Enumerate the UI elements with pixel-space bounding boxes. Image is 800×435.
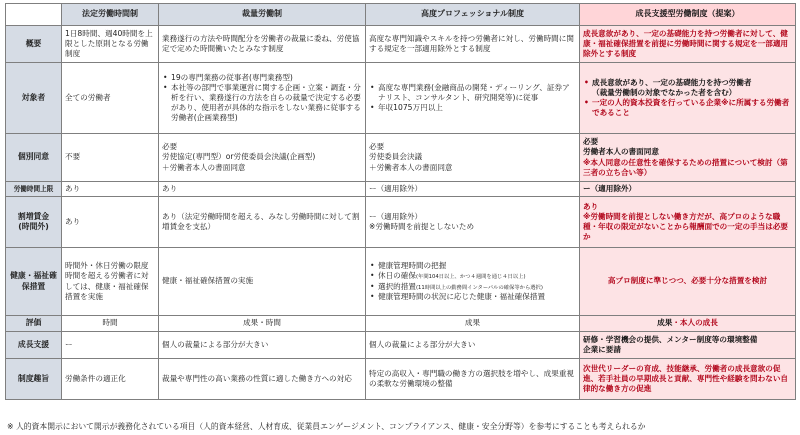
row-evaluation: [6, 316, 796, 332]
consent-discretionary-l3: ＋労働者本人の書面同意: [162, 162, 246, 172]
purpose-proposal: 次世代リーダーの育成、技能継承、労働者の成長意欲の促進、若手社員の早期成長と貢献、専門性や経験を問わない自律的な働き方の促進: [580, 359, 796, 400]
consent-proposal-l3: ※本人同意の任意性を確保するための措置について検討（第三者の立ち合い等）: [583, 157, 788, 177]
header-statutory-hours: 法定労働時間制: [62, 4, 159, 26]
hour-limit-high-pro: ー（適用除外）: [366, 182, 580, 197]
consent-discretionary-l2: 労使協定(専門型）or労使委員会決議(企画型): [162, 152, 316, 162]
evaluation-proposal-a: 成果: [657, 318, 673, 328]
premium-label-l1: 割増賃金: [17, 211, 50, 221]
health-high-pro-holiday-note: (年間104日以上、かつ４週間を通じ４日以上): [415, 274, 526, 281]
header-corner: [6, 4, 62, 26]
row-label-consent: 個別同意: [6, 134, 62, 182]
consent-proposal-l1: 必要: [583, 137, 599, 147]
row-label-evaluation: 評価: [6, 316, 62, 332]
hour-limit-proposal: ー（適用除外）: [580, 182, 796, 197]
health-high-pro-selective-note: (11時間以上の勤務間インターバルの確保等から選択): [415, 284, 543, 291]
row-purpose: [6, 359, 796, 400]
header-discretionary-work: 裁量労働制: [159, 4, 366, 26]
premium-high-pro-l2: ※労働時間を前提としないため: [369, 222, 475, 231]
consent-discretionary-l1: 必要: [162, 142, 178, 152]
overview-discretionary: 業務遂行の方法や時間配分を労働者の裁量に委ね、労使協定で定めた時間働いたとみなす制度: [159, 26, 366, 63]
list-item: [583, 78, 792, 98]
growth-discretionary: 個人の裁量による部分が大きい: [159, 332, 366, 359]
consent-high-pro-l2: 労使委員会決議: [369, 152, 423, 162]
health-high-pro: [366, 248, 580, 316]
purpose-high-pro: 特定の高収入・専門職の働き方の選択肢を増やし、成果重視の柔軟な労働環境の整備: [366, 359, 580, 400]
row-growth: [6, 332, 796, 359]
header-high-pro: 高度プロフェッショナル制度: [366, 4, 580, 26]
row-target: [6, 63, 796, 134]
evaluation-high-pro: 成果: [366, 316, 580, 332]
premium-high-pro-l1: ー（適用除外）: [369, 211, 423, 221]
health-high-pro-holiday: 休日の確保: [378, 271, 416, 281]
comparison-table: [5, 3, 796, 400]
list-item: • 一定の人的資本投資を行っている企業※に所属する労働者であること: [583, 98, 792, 118]
header-row: [6, 4, 796, 26]
row-label-hour-limit: 労働時間上限: [6, 182, 62, 197]
row-hour-limit: [6, 182, 796, 197]
list-item: • 本社等の部門で事業運営に関する企画・立案・調査・分析を行い、業務遂行の方法を自らの裁量で決定する必要があり、使用者が具体的な指示をしない業務に従事する労働者(企画業務型): [162, 83, 362, 123]
evaluation-proposal: [580, 316, 796, 332]
purpose-statutory: 労働条件の適正化: [62, 359, 159, 400]
growth-statutory: ー: [62, 332, 159, 359]
list-item: • 健康管理時間の状況に応じた健康・福祉確保措置: [369, 292, 576, 302]
row-overview: [6, 26, 796, 63]
row-label-health: 健康・福祉確保措置: [6, 248, 62, 316]
evaluation-statutory: 時間: [62, 316, 159, 332]
row-consent: [6, 134, 796, 182]
target-discretionary: [159, 63, 366, 134]
row-label-target: 対象者: [6, 63, 62, 134]
health-high-pro-selective: 選択的措置: [378, 281, 416, 291]
growth-high-pro: 個人の裁量による部分が大きい: [366, 332, 580, 359]
consent-high-pro-l1: 必要: [369, 142, 385, 152]
overview-statutory: 1日8時間、週40時間を上限とした原則となる労働制度: [62, 26, 159, 63]
list-item: • 高度な専門業務(金融商品の開発・ディーリング、証券アナリスト、コンサルタント、研究開発等)に従事: [369, 83, 576, 103]
list-item: [369, 282, 576, 292]
premium-high-pro: [366, 197, 580, 248]
premium-proposal-l2: ※労働時間を前提としない働き方だが、高プロのような職種・年収の限定がないことから報酬面での一定の手当は必要か: [583, 211, 789, 242]
premium-proposal: [580, 197, 796, 248]
target-proposal: [580, 63, 796, 134]
row-health: [6, 248, 796, 316]
row-label-premium: [6, 197, 62, 248]
hour-limit-discretionary: あり: [159, 182, 366, 197]
header-growth-support-proposal: 成長支援型労働制度（提案）: [580, 4, 796, 26]
row-label-overview: 概要: [6, 26, 62, 63]
purpose-discretionary: 裁量や専門性の高い業務の性質に適した働き方への対応: [159, 359, 366, 400]
premium-discretionary: あり（法定労働時間を超える、みなし労働時間に対して割増賃金を支払）: [159, 197, 366, 248]
footnote: ※ 人的資本開示において開示が義務化されている項目（人的資本経営、人材育成、従業員エンゲージメント、コンプライアンス、健康・安全分野等）を参考にすることも考えられるか: [7, 422, 646, 431]
consent-proposal: [580, 134, 796, 182]
target-proposal-note: （裁量労働制の対象でなかった者を含む）: [592, 87, 737, 97]
target-statutory: 全ての労働者: [62, 63, 159, 134]
premium-label-l2: (時間外): [18, 222, 49, 231]
premium-proposal-l1: あり: [583, 201, 599, 211]
premium-statutory: あり: [62, 197, 159, 248]
list-item: • 19の専門業務の従事者(専門業務型): [162, 73, 362, 83]
target-high-pro: [366, 63, 580, 134]
consent-high-pro: [366, 134, 580, 182]
list-item: [369, 271, 576, 281]
health-discretionary: 健康・福祉確保措置の実施: [159, 248, 366, 316]
overview-high-pro: 高度な専門知識やスキルを持つ労働者に対し、労働時間に関する規定を一部適用除外とする制度: [366, 26, 580, 63]
growth-proposal-l2: 企業に要請: [583, 345, 621, 354]
list-item: • 健康管理時間の把握: [369, 261, 576, 271]
evaluation-proposal-b: ・本人の成長: [672, 318, 718, 328]
row-premium: [6, 197, 796, 248]
hour-limit-statutory: あり: [62, 182, 159, 197]
growth-proposal-l1: 研修・学習機会の提供、メンター制度等の環境整備: [583, 334, 758, 344]
list-item: • 年収1075万円以上: [369, 103, 576, 113]
consent-proposal-l2: 労働者本人の書面同意: [583, 147, 659, 157]
evaluation-discretionary: 成果・時間: [159, 316, 366, 332]
row-label-purpose: 制度趣旨: [6, 359, 62, 400]
health-proposal: 高プロ制度に準じつつ、必要十分な措置を検討: [580, 248, 796, 316]
overview-proposal: 成長意欲があり、一定の基礎能力を持つ労働者に対して、健康・福祉確保措置を前提に労働時間に関する規定を一部適用除外とする制度: [580, 26, 796, 63]
growth-proposal: [580, 332, 796, 359]
row-label-growth: 成長支援: [6, 332, 62, 359]
consent-high-pro-l3: ＋労働者本人の書面同意: [369, 162, 453, 172]
target-proposal-line1: • 成長意欲があり、一定の基礎能力を持つ労働者: [592, 77, 752, 87]
consent-discretionary: [159, 134, 366, 182]
health-statutory: 時間外・休日労働の限度時間を超える労働者に対しては、健康・福祉確保措置を実施: [62, 248, 159, 316]
consent-statutory: 不要: [62, 134, 159, 182]
